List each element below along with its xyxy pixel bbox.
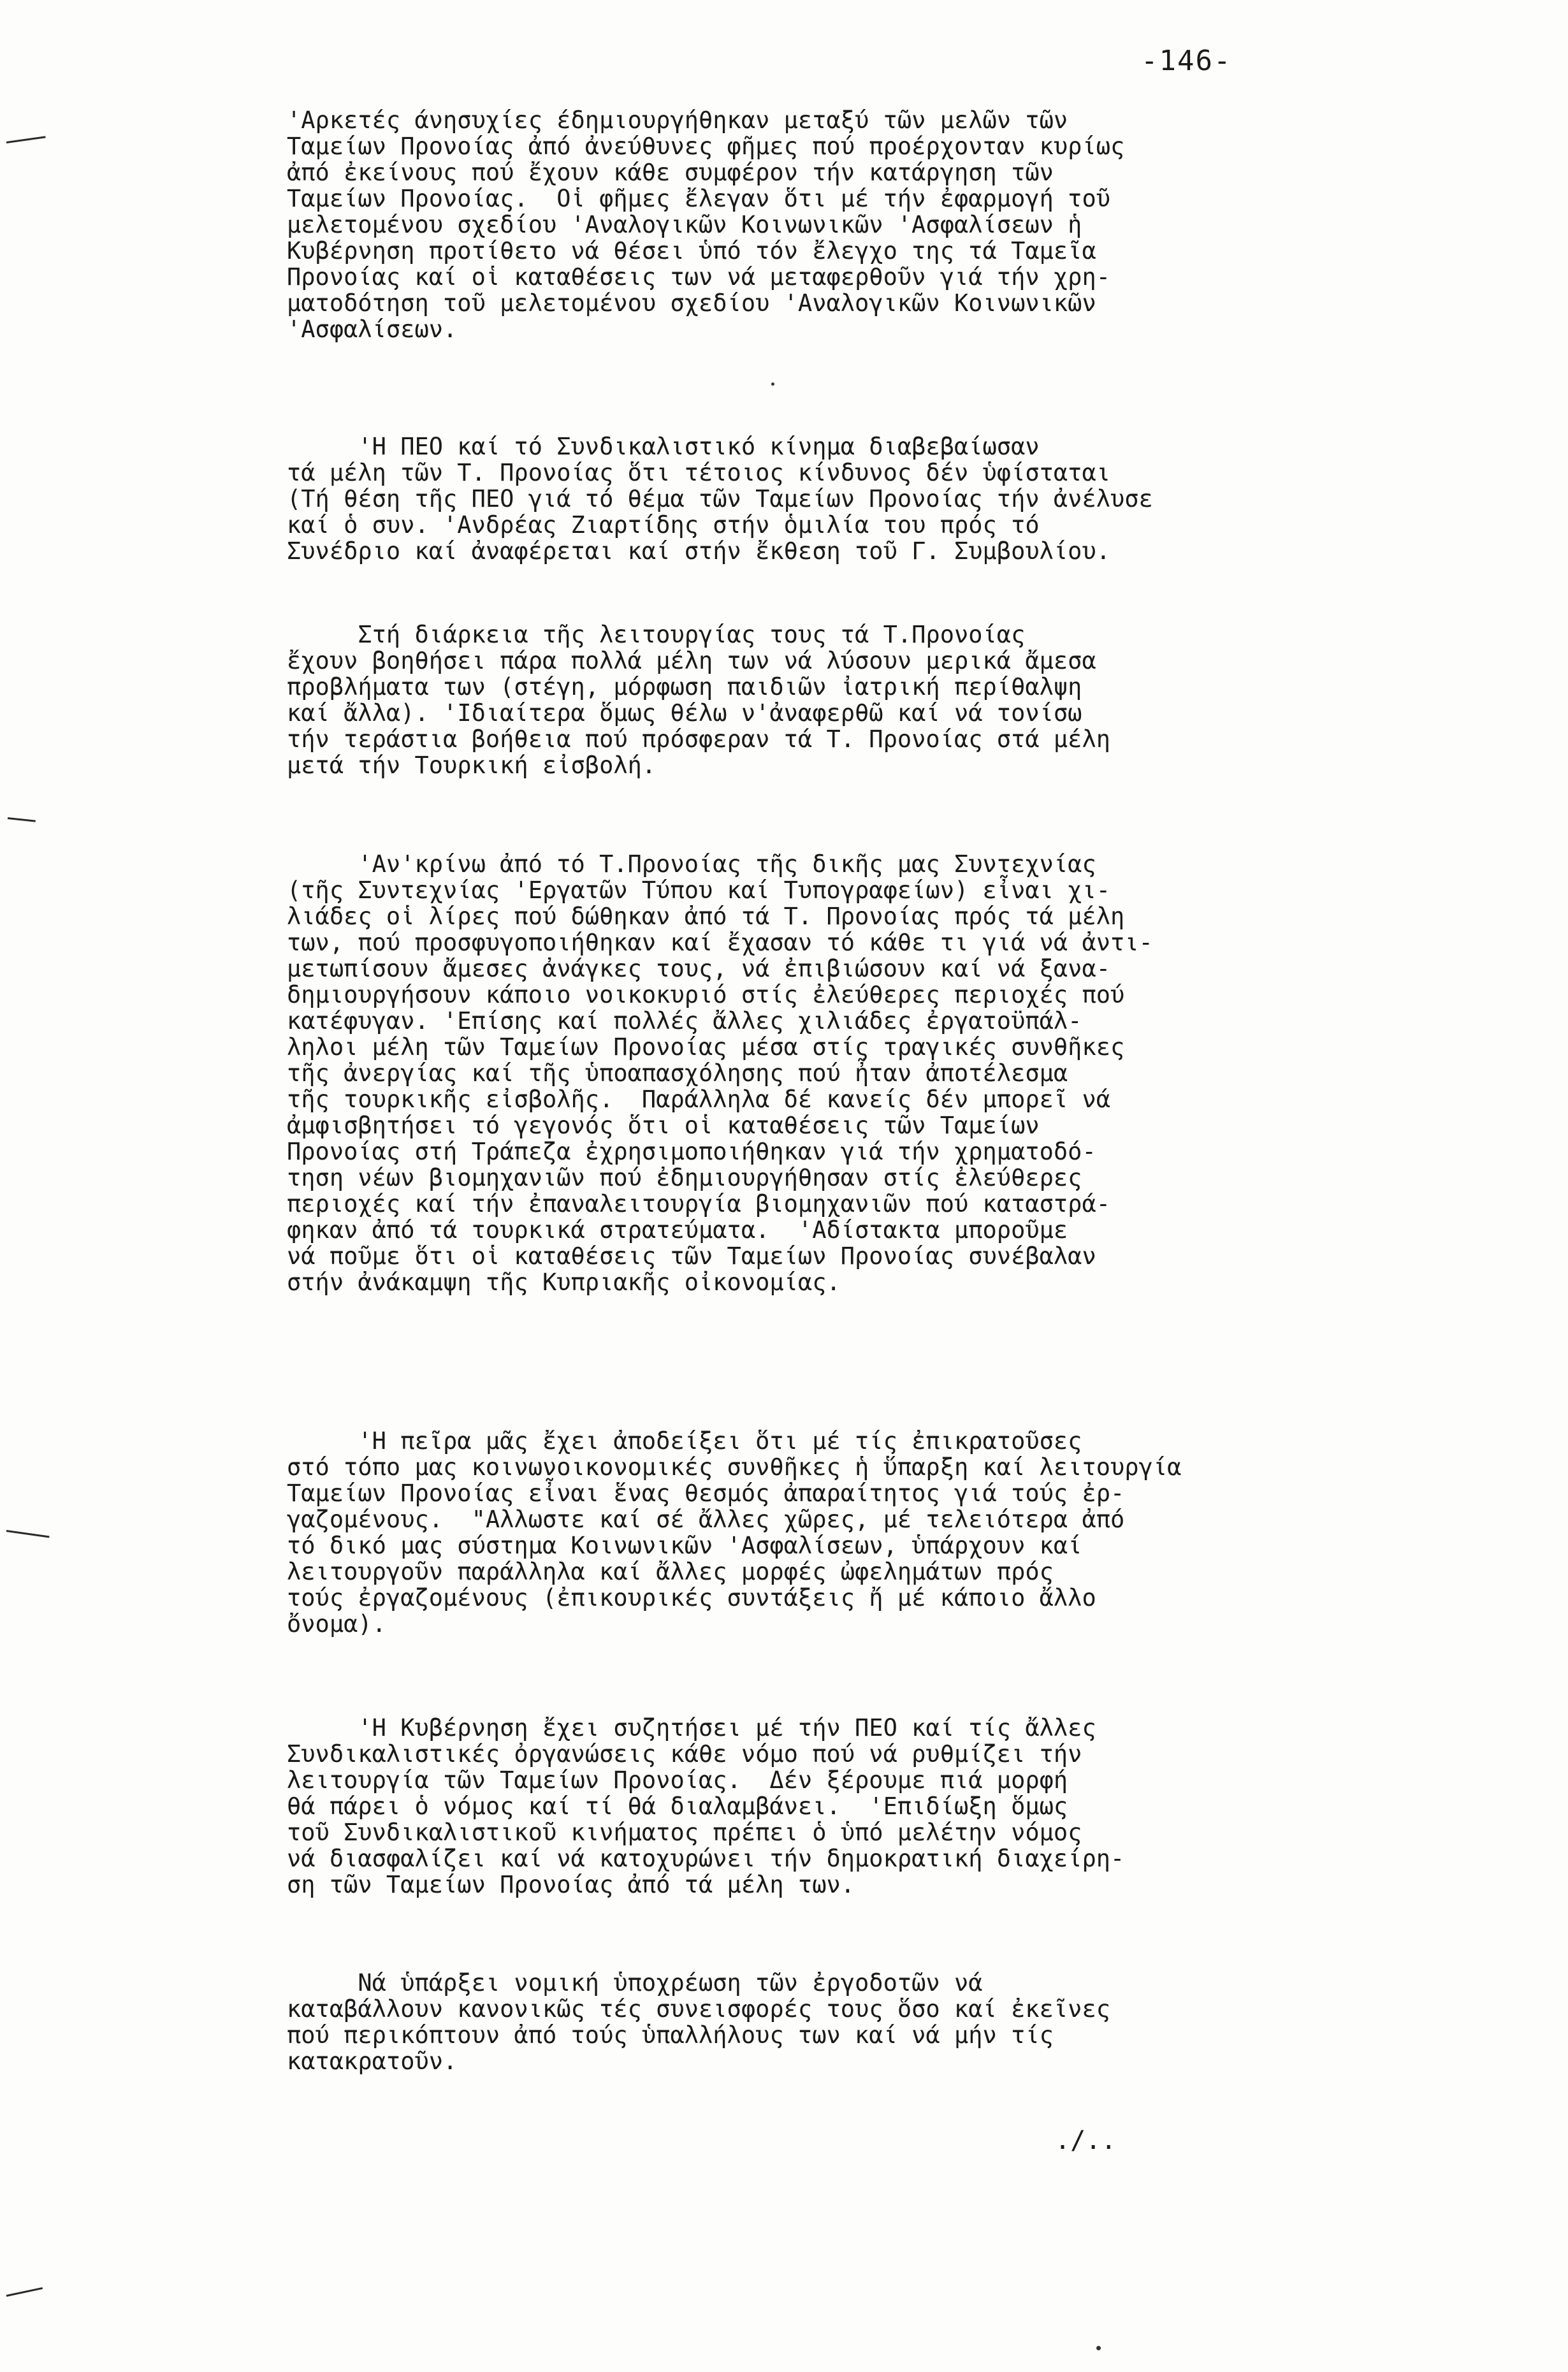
text-line: των, πού προσφυγοποιήθηκαν καί ἔχασαν τό κάθε τι γιά νά ἀντι-	[287, 929, 1153, 956]
text-line: τά μέλη τῶν Τ. Προνοίας ὅτι τέτοιος κίνδυνος δέν ὑφίσταται	[287, 459, 1111, 486]
text-line: λειτουργοῦν παράλληλα καί ἄλλες μορφές ὠφελημάτων πρός	[287, 1558, 1054, 1585]
text-line: ματοδότηση τοῦ μελετομένου σχεδίου 'Αναλογικῶν Κοινωνικῶν	[287, 289, 1096, 317]
text-line: θά πάρει ὁ νόμος καί τί θά διαλαμβάνει. 'Επιδίωξη ὅμως	[287, 1793, 1068, 1820]
text-line: ληλοι μέλη τῶν Ταμείων Προνοίας μέσα στίς τραγικές συνθῆκες	[287, 1033, 1125, 1061]
text-line: 'Αρκετές άνησυχίες έδημιουργήθηκαν μεταξύ τῶν μελῶν τῶν	[287, 106, 1068, 134]
text-line: Ταμείων Προνοίας ἀπό ἀνεύθυνες φῆμες πού προέρχονταν κυρίως	[287, 133, 1125, 160]
text-line: κατέφυγαν. 'Επίσης καί πολλές ἄλλες χιλιάδες ἐργατοϋπάλ-	[287, 1007, 1082, 1035]
text-line: δημιουργήσουν κάποιο νοικοκυριό στίς ἐλεύθερες περιοχές πού	[287, 981, 1125, 1008]
margin-mark	[8, 817, 36, 822]
text-line: τήν τεράστια βοήθεια πού πρόσφεραν τά Τ. Προνοίας στά μέλη	[287, 725, 1111, 753]
text-line: νά διασφαλίζει καί νά κατοχυρώνει τήν δημοκρατική διαχείρη-	[287, 1845, 1125, 1872]
text-line: κατακρατοῦν.	[287, 2048, 458, 2075]
text-line: φηκαν ἀπό τά τουρκικά στρατεύματα. 'Αδίστακτα μποροῦμε	[287, 1216, 1068, 1244]
text-line: καταβάλλουν κανονικῶς τές συνεισφορές τους ὅσο καί ἐκεῖνες	[287, 1995, 1111, 2023]
continuation-mark: ./..	[1055, 2126, 1117, 2155]
text-line: στήν ἀνάκαμψη τῆς Κυπριακῆς οἰκονομίας.	[287, 1269, 841, 1296]
text-line: γαζομένους. "Αλλωστε καί σέ ἄλλες χῶρες, μέ τελειότερα ἀπό	[287, 1506, 1125, 1533]
margin-mark	[6, 1530, 50, 1538]
text-line: μετωπίσουν ἄμεσες ἀνάγκες τους, νά ἐπιβιώσουν καί νά ξανα-	[287, 955, 1111, 982]
paragraph-1	[287, 107, 1124, 342]
paragraph-7	[287, 1970, 1110, 2074]
text-line: 'Ασφαλίσεων.	[287, 316, 458, 343]
margin-mark	[6, 136, 46, 143]
text-line: ὄνομα).	[287, 1610, 386, 1638]
text-line: Ταμείων Προνοίας εἶναι ἕνας θεσμός ἀπαραίτητος γιά τούς ἐρ-	[287, 1480, 1125, 1507]
text-line: 'Η πεῖρα μᾶς ἔχει ἀποδείξει ὅτι μέ τίς ἐπικρατοῦσες	[287, 1427, 1082, 1455]
text-line: Προνοίας στή Τράπεζα ἐχρησιμοποιήθηκαν γιά τήν χρηματοδό-	[287, 1138, 1096, 1165]
text-line: μετά τήν Τουρκική εἰσβολή.	[287, 752, 657, 779]
paragraph-6	[287, 1715, 1124, 1898]
text-line: ἀμφισβητήσει τό γεγονός ὅτι οἱ καταθέσεις τῶν Ταμείων	[287, 1112, 1040, 1139]
text-line: ἔχουν βοηθήσει πάρα πολλά μέλη των νά λύσουν μερικά ἄμεσα	[287, 647, 1096, 674]
text-line: τοῦ Συνδικαλιστικοῦ κινήματος πρέπει ὁ ὑπό μελέτην νόμος	[287, 1819, 1082, 1846]
text-line: Συνέδριο καί ἀναφέρεται καί στήν ἔκθεση τοῦ Γ. Συμβουλίου.	[287, 537, 1111, 565]
paragraph-3	[287, 622, 1110, 778]
paragraph-5	[287, 1428, 1181, 1637]
text-line: (Τή θέση τῆς ΠΕΟ γιά τό θέμα τῶν Ταμείων Προνοίας τήν ἀνέλυσε	[287, 485, 1153, 513]
text-line: καί ἄλλα). 'Ιδιαίτερα ὅμως θέλω ν'ἀναφερθῶ καί νά τονίσω	[287, 699, 1082, 727]
text-line: τῆς τουρκικῆς εἰσβολῆς. Παράλληλα δέ κανείς δέν μπορεῖ νά	[287, 1086, 1111, 1113]
text-line: Προνοίας καί οἱ καταθέσεις των νά μεταφερθοῦν γιά τήν χρη-	[287, 263, 1111, 291]
text-line: περιοχές καί τήν ἐπαναλειτουργία βιομηχανιῶν πού καταστρά-	[287, 1190, 1111, 1218]
text-line: τούς ἐργαζομένους (ἐπικουρικές συντάξεις ἤ μέ κάποιο ἄλλο	[287, 1584, 1096, 1612]
text-line: τό δικό μας σύστημα Κοινωνικῶν 'Ασφαλίσεων, ὑπάρχουν καί	[287, 1532, 1082, 1559]
page-number: -146-	[1141, 45, 1232, 77]
text-line: στό τόπο μας κοινωνοικονομικές συνθῆκες ἡ ὕπαρξη καί λειτουργία	[287, 1453, 1182, 1481]
scan-speck	[1096, 2346, 1101, 2350]
text-line: 'Η ΠΕΟ καί τό Συνδικαλιστικό κίνημα διαβεβαίωσαν	[287, 433, 1040, 460]
text-line: τῆς ἀνεργίας καί τῆς ὑποαπασχόλησης πού ἦταν ἀποτέλεσμα	[287, 1059, 1068, 1087]
text-line: Νά ὑπάρξει νομική ὑποχρέωση τῶν ἐργοδοτῶν νά	[287, 1969, 983, 1997]
paragraph-4	[287, 851, 1153, 1295]
scan-speck	[771, 382, 774, 386]
text-line: μελετομένου σχεδίου 'Αναλογικῶν Κοινωνικῶν 'Ασφαλίσεων ἡ	[287, 211, 1082, 238]
text-line: καί ὁ συν. 'Ανδρέας Ζιαρτίδης στήν ὁμιλία του πρός τό	[287, 511, 1040, 539]
text-line: ση τῶν Ταμείων Προνοίας ἀπό τά μέλη των.	[287, 1871, 855, 1898]
text-line: πού περικόπτουν ἀπό τούς ὑπαλλήλους των καί νά μήν τίς	[287, 2021, 1054, 2049]
text-line: Συνδικαλιστικές ὀργανώσεις κάθε νόμο πού νά ρυθμίζει τήν	[287, 1740, 1082, 1768]
text-line: Στή διάρκεια τῆς λειτουργίας τους τά Τ.Προνοίας	[287, 621, 1026, 648]
text-line: λειτουργία τῶν Ταμείων Προνοίας. Δέν ξέρουμε πιά μορφή	[287, 1766, 1068, 1794]
text-line: τηση νέων βιομηχανιῶν πού ἐδημιουργήθησαν στίς ἐλεύθερες	[287, 1164, 1082, 1191]
text-line: ἀπό ἐκείνους πού ἔχουν κάθε συμφέρον τήν κατάργηση τῶν	[287, 159, 1054, 186]
text-line: προβλήματα των (στέγη, μόρφωση παιδιῶν ἰατρική περίθαλψη	[287, 673, 1082, 701]
text-line: (τῆς Συντεχνίας 'Εργατῶν Τύπου καί Τυπογραφείων) εἶναι χι-	[287, 877, 1111, 904]
paragraph-2	[287, 433, 1153, 564]
text-line: 'Η Κυβέρνηση ἔχει συζητήσει μέ τήν ΠΕΟ καί τίς ἄλλες	[287, 1714, 1096, 1742]
text-line: νά ποῦμε ὅτι οἱ καταθέσεις τῶν Ταμείων Προνοίας συνέβαλαν	[287, 1242, 1096, 1270]
text-line: 'Αν'κρίνω ἀπό τό Τ.Προνοίας τῆς δικῆς μας Συντεχνίας	[287, 850, 1096, 878]
text-line: Κυβέρνηση προτίθετο νά θέσει ὑπό τόν ἔλεγχο της τά Ταμεῖα	[287, 237, 1096, 265]
text-line: λιάδες οἱ λίρες πού δώθηκαν ἀπό τά Τ. Προνοίας πρός τά μέλη	[287, 903, 1125, 930]
margin-mark	[6, 2287, 43, 2297]
text-line: Ταμείων Προνοίας. Οἱ φῆμες ἔλεγαν ὅτι μέ τήν ἐφαρμογή τοῦ	[287, 185, 1111, 212]
